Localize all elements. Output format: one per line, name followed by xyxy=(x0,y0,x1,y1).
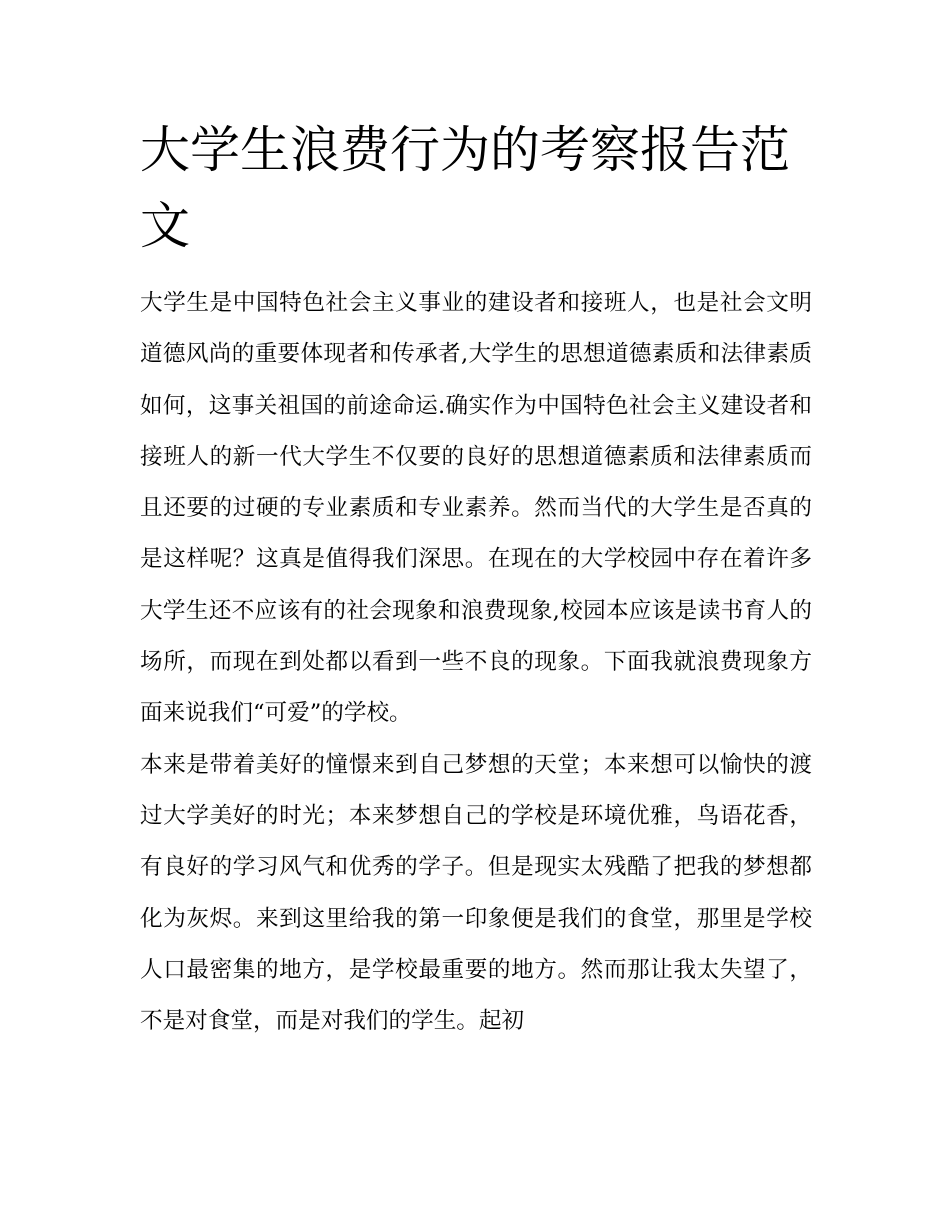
document-title: 大学生浪费行为的考察报告范文 xyxy=(140,121,790,255)
body-paragraph-1: 大学生是中国特色社会主义事业的建设者和接班人，也是社会文明道德风尚的重要体现者和传承者,大学生的思想道德素质和法律素质如何，这事关祖国的前途命运.确实作为中国特色社会主义建设者和接班人的新一代大学生不仅要的良好的思想道德素质和法律素质而且还要的过硬的专业素质和专业素养。然而当代的大学生是否真的是这样呢？这真是值得我们深思。在现在的大学校园中存在着许多大学生还不应该有的社会现象和浪费现象,校园本应该是读书育人的场所，而现在到处都以看到一些不良的现象。下面我就浪费现象方面来说我们“可爱”的学校。 xyxy=(140,290,812,727)
body-paragraph-2: 本来是带着美好的憧憬来到自己梦想的天堂；本来想可以愉快的渡过大学美好的时光；本来梦想自己的学校是环境优雅，鸟语花香，有良好的学习风气和优秀的学子。但是现实太残酷了把我的梦想都化为灰烬。来到这里给我的第一印象便是我们的食堂，那里是学校人口最密集的地方，是学校最重要的地方。然而那让我太失望了，不是对食堂，而是对我们的学生。起初 xyxy=(140,751,812,1035)
document-body xyxy=(140,278,812,1047)
